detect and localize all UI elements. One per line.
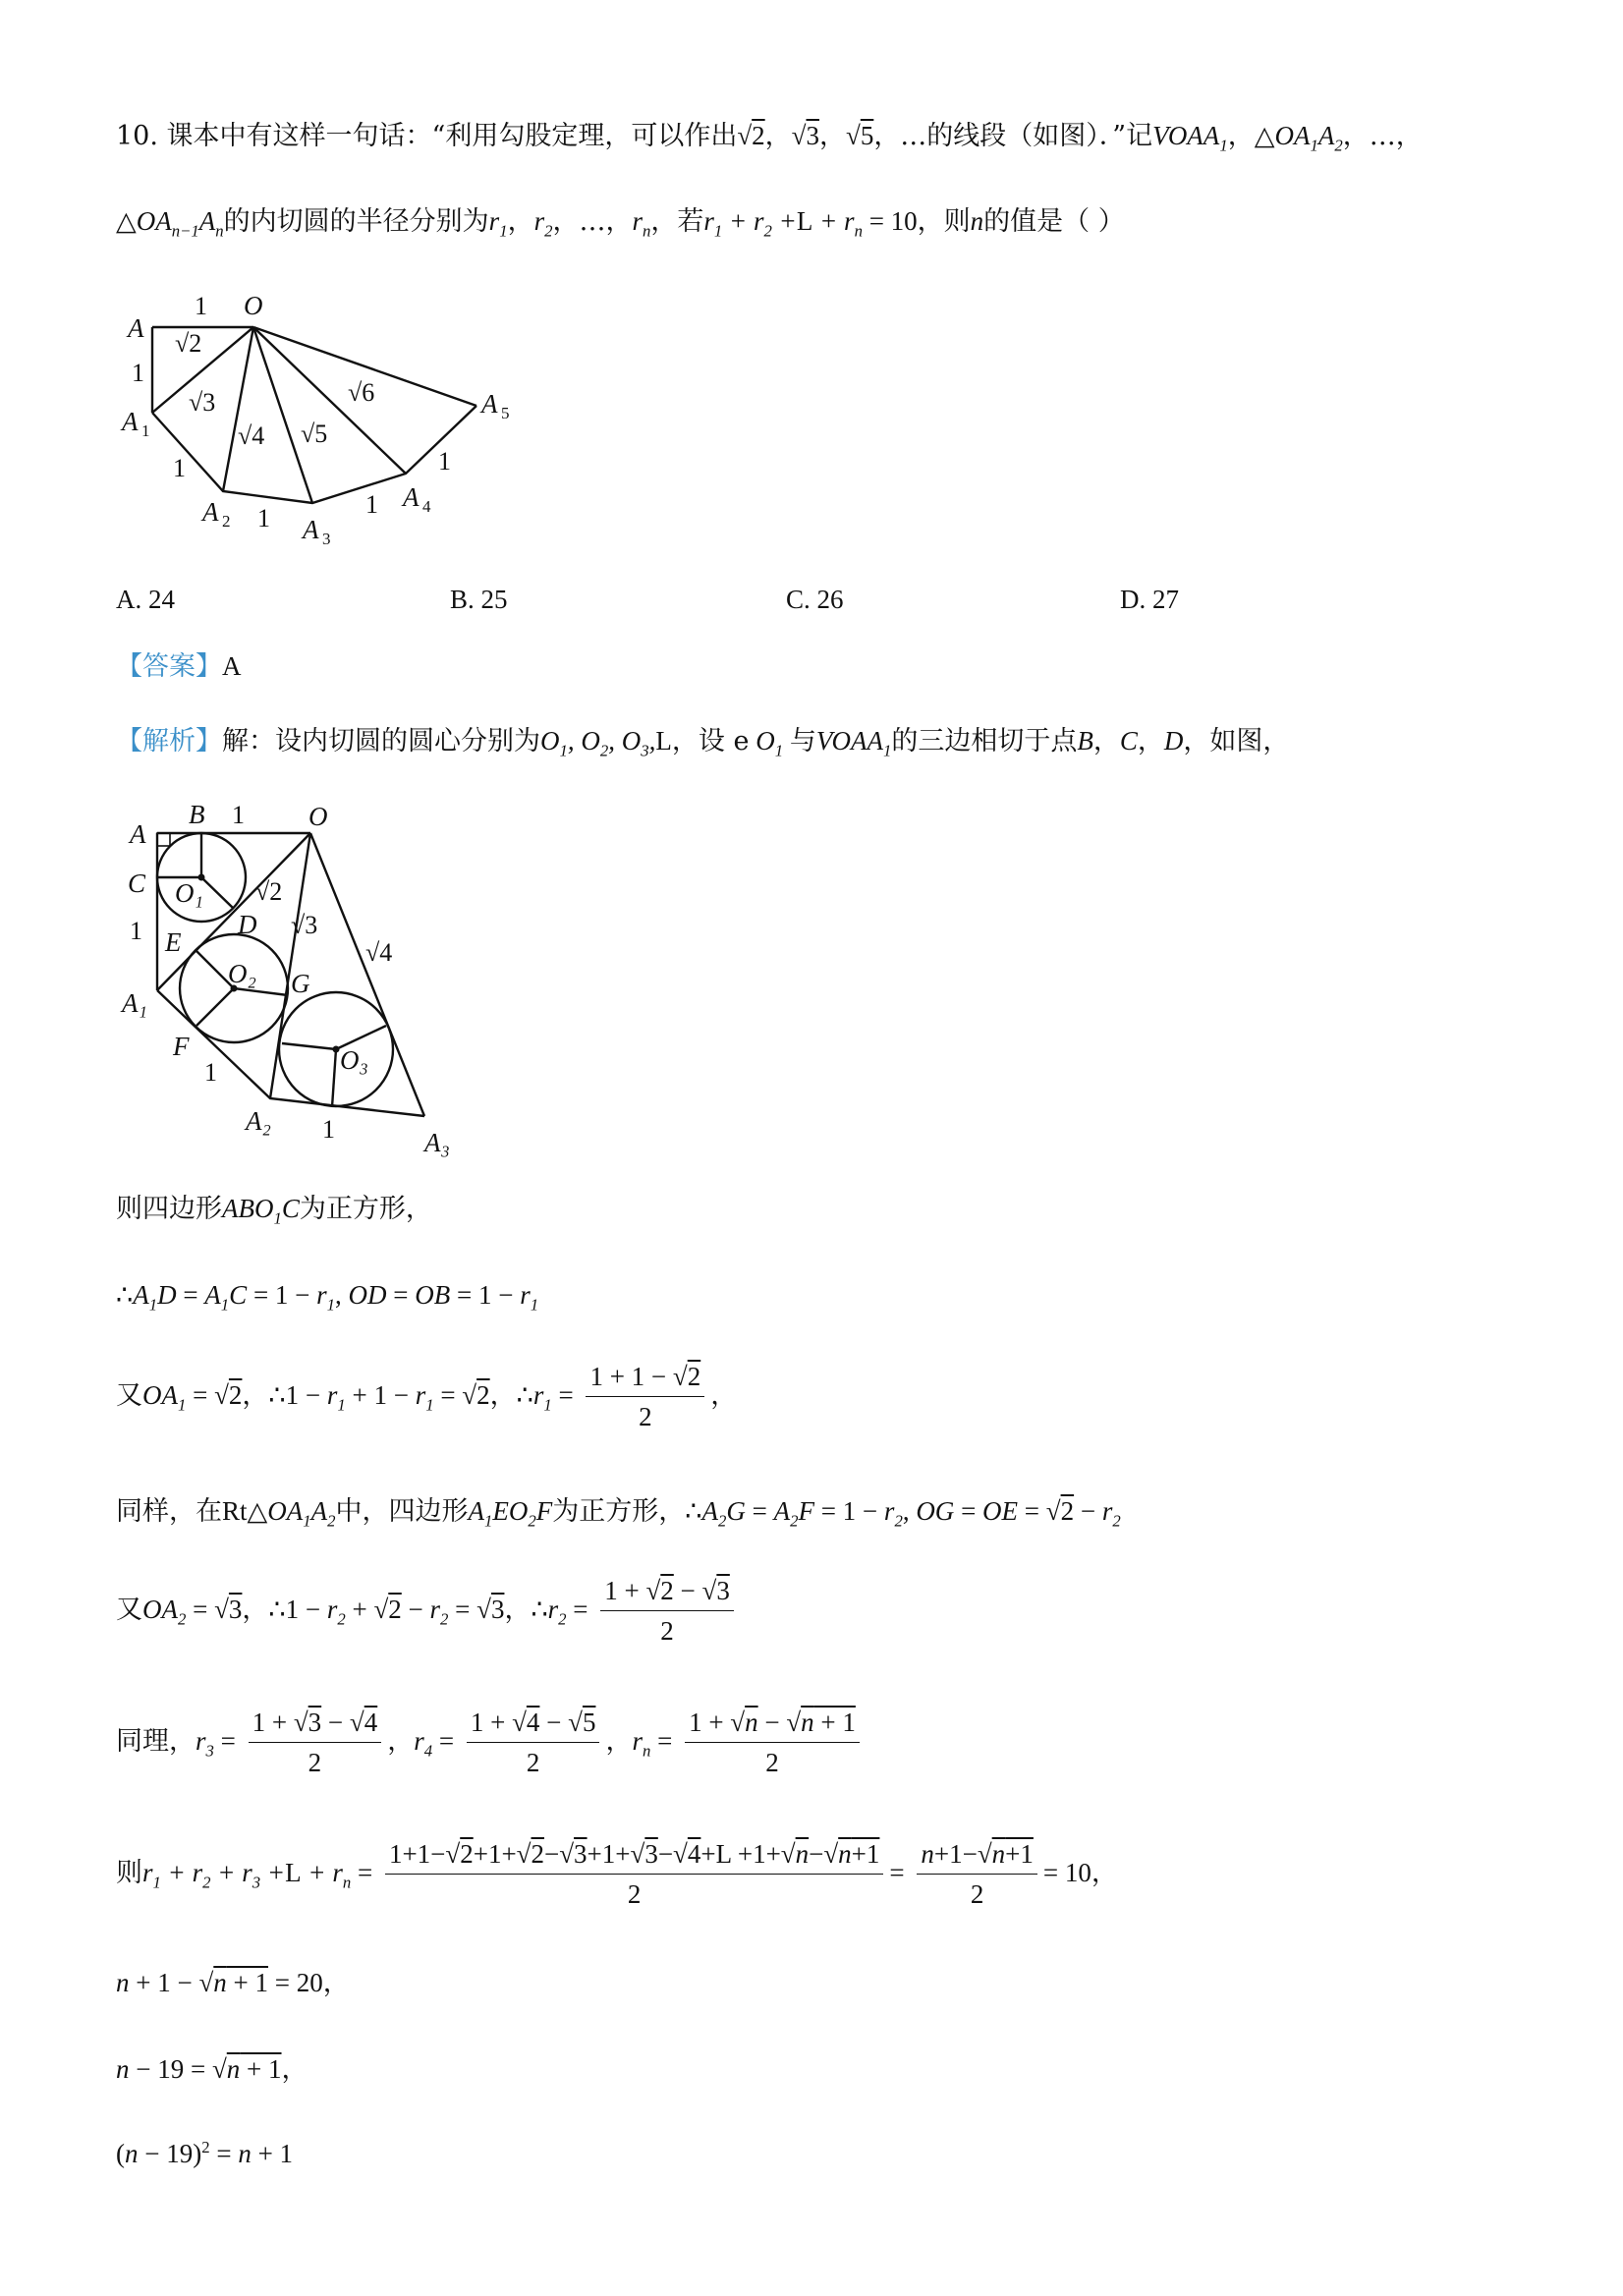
option-a: A. 24: [116, 585, 175, 614]
fig2-label-O3: O₃: [340, 1045, 368, 1075]
analysis-intro-mid2: 与: [789, 726, 816, 756]
analysis-tag: 【解析】: [116, 726, 222, 756]
sqrt-label-5: √5: [301, 420, 328, 448]
fig2-sqrt-4: √4: [365, 938, 393, 967]
sqrt-label-3: √3: [189, 388, 216, 417]
fig2-sqrt-2: √2: [255, 877, 283, 906]
analysis-intro-end: 的三边相切于点: [891, 726, 1078, 756]
edge-label-A4A5: 1: [438, 447, 451, 476]
fig2-label-A3: A₃: [424, 1128, 450, 1157]
label-A5-sub: 5: [501, 404, 510, 422]
analysis-intro: 解：设内切圆的圆心分别为: [222, 726, 540, 756]
fig2-label-D: D: [238, 910, 257, 939]
fig2-label-F: F: [173, 1032, 190, 1061]
sqrt-label-4: √4: [238, 421, 265, 450]
edge-label-A2A3: 1: [257, 504, 270, 532]
sqrt-label-2: √2: [175, 329, 202, 358]
fig2-label-E: E: [165, 927, 182, 957]
sqrt-label-6: √6: [348, 378, 375, 407]
step-8: n + 1 − √n + 1 = 20，: [116, 1968, 350, 1998]
question-text-c: ，则: [917, 206, 971, 237]
label-A4-sub: 4: [422, 497, 431, 516]
label-A4: A: [403, 482, 420, 512]
fig2-label-C: C: [128, 868, 146, 898]
label-A3-sub: 3: [322, 530, 331, 548]
label-A: A: [128, 313, 144, 343]
fig2-label-O2: O₂: [228, 959, 256, 988]
fig2-label-O1: O₁: [175, 878, 203, 908]
question-text-suffix: ，…的线段（如图）．”记: [873, 121, 1153, 151]
fig2-edge-CA1: 1: [130, 917, 142, 945]
step-9: n − 19 = √n + 1，: [116, 2054, 308, 2085]
fig2-sqrt-3: √3: [291, 911, 318, 939]
answer-line: [116, 646, 1535, 687]
label-A1-sub: 1: [141, 421, 150, 440]
fig2-label-A1: A₁: [122, 988, 147, 1018]
fig2-label-O: O: [308, 802, 328, 831]
fig2-edge-BO: 1: [232, 801, 245, 829]
step-6: 同理，$r_3$ = $\frac{1 + √3 - √4}{2}$ ，$r_4$ = $\frac{1 + √4 - √5}{2}$ ，$r_n$ = $\frac{1 + √n - √n + 1}{2}$: [116, 1702, 1535, 1782]
edge-label-A1A2: 1: [173, 454, 186, 482]
edge-label-A3A4: 1: [365, 490, 378, 519]
label-A3: A: [303, 515, 319, 544]
step-10: $(n - 19)^2 = n + 1$: [116, 2138, 294, 2168]
edge-label-AA1: 1: [132, 359, 144, 387]
question-line-2: $\triangle OA_{n-1}A_n$的内切圆的半径分别为$r_1$，$r_2$，…，$r_n$，若$r_1 + r_2 +L + r_n = 10$，则n的值是（ ）: [116, 206, 1125, 241]
step-2: $\therefore A_1D = A_1C = 1 - r_1$, OD = OB = $1 - r_1$: [116, 1280, 539, 1315]
label-A2: A: [202, 497, 219, 527]
step-4: 同样，在$Rt\triangle OA_1A_2$中，四边形$A_1EO_2F$为正方形，$\therefore A_2G = A_2F = 1 - r_2$, OG = OE = $√2 - r_2$: [116, 1496, 1121, 1531]
question-line-1: 10. 课本中有这样一句话：“利用勾股定理，可以作出√2，√3，√5，…的线段（如图）．”记$VOAA_1$，$\triangle OA_1A_2$，…，: [116, 121, 1423, 155]
edge-label-AO: 1: [195, 292, 207, 320]
fig2-edge-A2A3: 1: [322, 1115, 335, 1144]
label-A5: A: [481, 389, 498, 419]
option-c: C. 26: [786, 585, 844, 614]
answer-tag: 【答案】: [116, 651, 222, 682]
fig2-label-A: A: [130, 819, 146, 849]
option-b: B. 25: [450, 585, 508, 614]
fig2-edge-FA2: 1: [204, 1058, 217, 1087]
fig2-label-B: B: [189, 800, 205, 829]
analysis-intro-mid: ，设 e: [671, 726, 750, 756]
step-7: 则$r_1 + r_2 + r_3 +L + r_n$ = $\frac{1+1-√2+1+√2-√3+1+√3-√4+L +1+√n-√n+1}{2}$ = $\frac{n+1-√n+1}{2}$ = 10，: [116, 1833, 1535, 1914]
step-1: 则四边形$ABO_1C$为正方形，: [116, 1194, 432, 1228]
step-5: 又$OA_2 = √3$，∴1 − $r_2 + √2 - r_2 = √3$，$\therefore r_2$ = $\frac{1 + √2 - √3}{2}$: [116, 1570, 1535, 1651]
question-text-a: 的内切圆的半径分别为: [223, 206, 489, 237]
analysis-intro-tail: ，如图，: [1183, 726, 1290, 756]
question-text-prefix: 10. 课本中有这样一句话：“利用勾股定理，可以作出: [116, 121, 738, 151]
figure-1-spiral: [108, 285, 540, 560]
step-3: 又$OA_1 = √2$，∴1 − $r_1 + 1 - r_1 = √2$，$\therefore r_1$ = $\frac{1 + 1 - √2}{2}$ ，: [116, 1356, 1535, 1436]
fig2-label-A2: A₂: [246, 1106, 271, 1136]
label-O: O: [244, 291, 263, 320]
answer-value: A: [222, 651, 242, 681]
option-d: D. 27: [1120, 585, 1179, 614]
question-text-d: 的值是（ ）: [983, 206, 1125, 237]
question-text-b: ，若: [650, 206, 704, 237]
label-A1: A: [122, 407, 139, 436]
figure-2-incircles: [108, 794, 481, 1157]
label-A2-sub: 2: [222, 512, 231, 531]
fig2-label-G: G: [291, 969, 310, 998]
analysis-intro-line: 【解析】解：设内切圆的圆心分别为$O_1$, $O_2$, $O_3,L$，设 e $O_1$ 与$VOAA_1$的三边相切于点B，C，D，如图，: [116, 726, 1290, 760]
